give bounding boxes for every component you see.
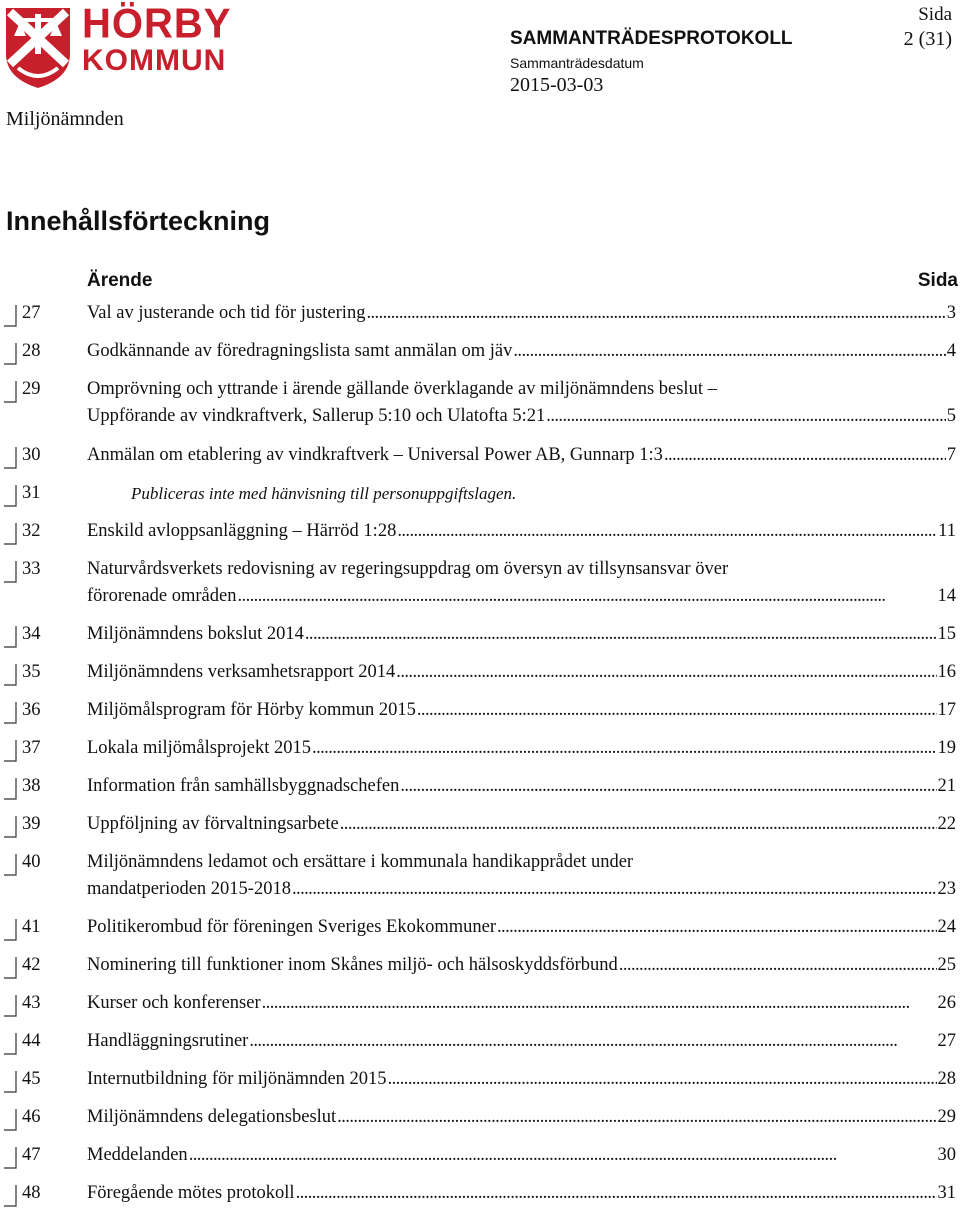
toc-entry-number: 39 [22,814,41,834]
toc-entry-page: 22 [937,814,956,834]
corner-mark-icon [2,663,18,687]
toc-entry-page: 25 [937,955,956,975]
corner-mark-icon [2,956,18,980]
corner-mark-icon [2,1070,18,1094]
corner-mark-icon [2,1108,18,1132]
toc-entry-text: Uppförande av vindkraftverk, Sallerup 5:10 och Ulatofta 5:21 [87,406,546,426]
toc-entry-page: 4 [946,341,956,361]
dot-leader [337,1104,936,1131]
toc-entry-number: 47 [22,1145,41,1165]
toc-entry-number: 36 [22,700,41,720]
toc-entry-text: Politikerombud för föreningen Sveriges Ekokommuner [87,917,496,937]
toc-entry-text: Nominering till funktioner inom Skånes miljö- och hälsoskyddsförbund [87,955,618,975]
toc-entry-text: Meddelanden [87,1145,188,1165]
toc-entry-text: Handläggningsrutiner [87,1031,249,1051]
column-header-page: Sida [917,270,958,291]
dot-leader [396,659,936,686]
dot-leader [388,1066,937,1093]
toc-entry-page: 26 [937,993,956,1013]
corner-mark-icon [2,1146,18,1170]
toc-entry-page: 31 [937,1183,956,1203]
dot-leader [262,990,937,1017]
toc-entry-text: Anmälan om etablering av vindkraftverk – Universal Power AB, Gunnarp 1:3 [87,445,663,465]
toc-entry-number: 41 [22,917,41,937]
date-label: Sammanträdesdatum [510,55,644,71]
dot-leader [417,697,937,724]
toc-entry-number: 27 [22,303,41,323]
corner-mark-icon [2,446,18,470]
toc-entry-number: 48 [22,1183,41,1203]
dot-leader [497,914,937,941]
toc-entry-text: Föregående mötes protokoll [87,1183,295,1203]
toc-entry-text: Internutbildning för miljönämnden 2015 [87,1069,387,1089]
toc-entry-page: 27 [937,1031,956,1051]
organization-name: Miljönämnden [6,108,124,130]
dot-leader [249,1028,936,1055]
dot-leader [397,518,937,545]
toc-entry-page: 23 [937,879,956,899]
toc-entry-text: Miljömålsprogram för Hörby kommun 2015 [87,700,416,720]
dot-leader [305,621,937,648]
toc-entry-text: förorenade områden [87,586,237,606]
toc-entry-text: Uppföljning av förvaltningsarbete [87,814,339,834]
page-label: Sida [918,4,952,25]
corner-mark-icon [2,994,18,1018]
toc-entry-page: 3 [946,303,956,323]
toc-entry-page: 29 [937,1107,956,1127]
dot-leader [400,773,936,800]
dot-leader [292,876,937,903]
corner-mark-icon [2,701,18,725]
toc-entry-number: 29 [22,379,41,399]
dot-leader [189,1142,937,1169]
toc-entry-page: 7 [946,445,956,465]
toc-entry-number: 31 [22,483,41,503]
toc-entry-page: 15 [937,624,956,644]
toc-entry-text: Miljönämndens verksamhetsrapport 2014 [87,662,396,682]
toc-entry-page: 5 [946,406,956,426]
corner-mark-icon [2,342,18,366]
toc-entry-page: 21 [937,776,956,796]
meeting-date: 2015-03-03 [510,74,604,96]
toc-entry-text: Enskild avloppsanläggning – Härröd 1:28 [87,521,397,541]
toc-entry-page: 11 [938,521,956,541]
toc-entry-number: 37 [22,738,41,758]
toc-entry-number: 28 [22,341,41,361]
toc-entry-page: 24 [937,917,956,937]
corner-mark-icon [2,739,18,763]
toc-entry-page: 30 [937,1145,956,1165]
toc-entry-number: 30 [22,445,41,465]
toc-entry-text: Val av justerande och tid för justering [87,303,366,323]
document-title: SAMMANTRÄDESPROTOKOLL [510,28,793,49]
toc-entry-number: 34 [22,624,41,644]
corner-mark-icon [2,522,18,546]
coat-of-arms-icon [4,4,72,90]
toc-entry-text: Information från samhällsbyggnadschefen [87,776,400,796]
toc-entry-text: Omprövning och yttrande i ärende gällande överklagande av miljönämndens beslut – [87,379,717,399]
toc-entry-number: 40 [22,852,41,872]
dot-leader [546,403,945,430]
corner-mark-icon [2,1184,18,1208]
corner-mark-icon [2,777,18,801]
toc-entry-page: 14 [937,586,956,606]
dot-leader [619,952,937,979]
toc-entry-text: Kurser och konferenser [87,993,261,1013]
toc-entry-text: Publiceras inte med hänvisning till personuppgiftslagen. [131,484,517,503]
toc-entry-number: 35 [22,662,41,682]
dot-leader [296,1180,937,1207]
corner-mark-icon [2,380,18,404]
toc-entry-number: 43 [22,993,41,1013]
toc-entry-text: Miljönämndens ledamot och ersättare i kommunala handikapprådet under [87,852,634,872]
toc-entry-page: 19 [937,738,956,758]
corner-mark-icon [2,625,18,649]
toc-entry-number: 42 [22,955,41,975]
dot-leader [237,583,936,610]
corner-mark-icon [2,1032,18,1056]
toc-entry-text: Lokala miljömålsprojekt 2015 [87,738,312,758]
toc-entry-number: 46 [22,1107,41,1127]
toc-entry-text: Miljönämndens delegationsbeslut [87,1107,337,1127]
logo-sub: KOMMUN [82,44,227,77]
dot-leader [366,300,945,327]
toc-title: Innehållsförteckning [6,206,271,236]
toc-entry-page: 17 [937,700,956,720]
toc-entry-text: Godkännande av föredragningslista samt anmälan om jäv [87,341,513,361]
dot-leader [312,735,936,762]
toc-entry-text: mandatperioden 2015-2018 [87,879,291,899]
toc-entry-text: Miljönämndens bokslut 2014 [87,624,304,644]
page-number: 2 (31) [903,28,952,50]
toc-entry-page: 16 [937,662,956,682]
dot-leader [340,811,937,838]
toc-entry-number: 32 [22,521,41,541]
toc-entry-number: 38 [22,776,41,796]
corner-mark-icon [2,484,18,508]
corner-mark-icon [2,815,18,839]
corner-mark-icon [2,853,18,877]
logo-name: HÖRBY [82,0,232,48]
toc-entry-number: 44 [22,1031,41,1051]
toc-entry-page: 28 [937,1069,956,1089]
dot-leader [513,338,945,365]
dot-leader [664,442,946,469]
column-header-item: Ärende [87,270,153,291]
municipality-logo [4,0,232,96]
corner-mark-icon [2,918,18,942]
toc-entry-number: 33 [22,559,41,579]
toc-entry-text: Naturvårdsverkets redovisning av regeringsuppdrag om översyn av tillsynsansvar över [87,559,729,579]
toc-entry-number: 45 [22,1069,41,1089]
corner-mark-icon [2,304,18,328]
corner-mark-icon [2,560,18,584]
